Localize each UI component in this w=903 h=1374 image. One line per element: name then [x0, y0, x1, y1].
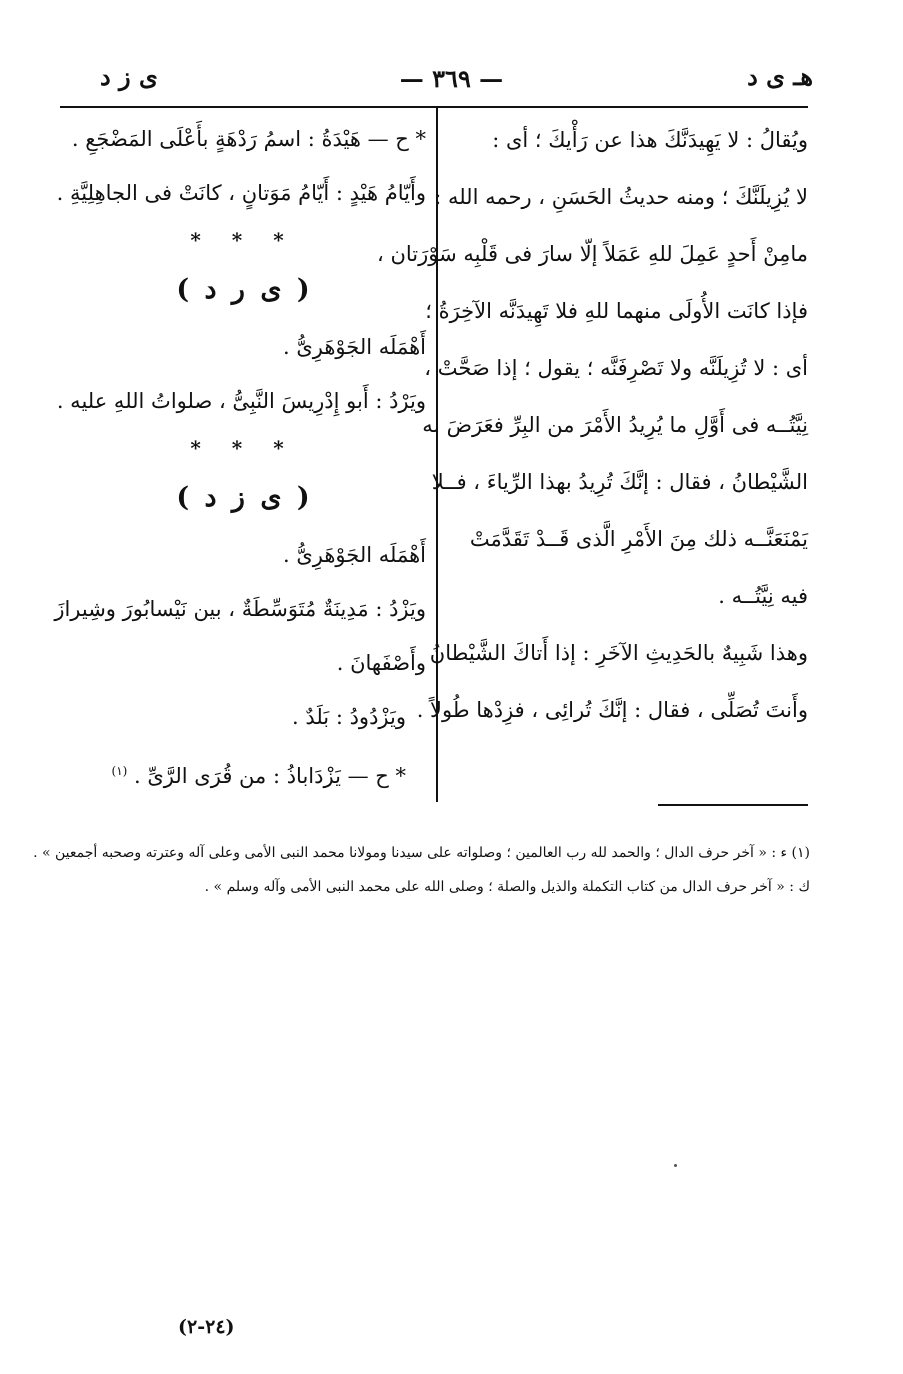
footnotes-continued: [70, 872, 810, 902]
section-separator: * * *: [190, 228, 296, 252]
entry-line: وأَيّامُ هَيْدٍ : أَيّامُ مَوَتانٍ ، كانَتْ فى الجاهِلِيَّةِ .: [56, 181, 426, 205]
footnote-1: (١) ء : « آخر حرف الدال ؛ والحمد لله رب العالمين ؛ وصلواته على سيدنا ومولانا محمد النبى الأمى وعلى آله وعترته وصحبه أجمعين » .: [33, 845, 810, 861]
text-line: الشَّيْطانُ ، فقال : إنَّكَ تُرِيدُ بهذا الرِّياءَ ، فــلا: [431, 470, 808, 494]
text-line: ويُقالُ : لا يَهِيدَنَّكَ هذا عن رَأْيكَ ؛ أى :: [492, 128, 808, 152]
text-line: نِيَّتُــه فى أَوَّلِ ما يُرِيدُ الأَمْرَ من البِرِّ فعَرَضَ له: [422, 413, 808, 437]
entry-line: ويَزْدُودُ : بَلَدٌ .: [291, 705, 406, 729]
section-separator: * * *: [190, 436, 296, 460]
footnote-mark: (١): [111, 764, 128, 778]
header-root-right: هـ ى د: [747, 62, 813, 91]
text-line: لا يُزِيلَنَّكَ ؛ ومنه حديثُ الحَسَنِ ، رحمه الله :: [434, 185, 808, 209]
footnote-rule: [658, 804, 808, 806]
page-number: — ٣٦٩ —: [399, 64, 504, 93]
root-heading: ( ى ر د ): [176, 274, 310, 305]
footnote-2: ك : « آخر حرف الدال من كتاب التكملة والذيل والصلة ؛ وصلى الله على محمد النبى الأمى وآله وسلم » .: [204, 879, 810, 895]
text-line: يَمْنَعَنَّــه ذلك مِنَ الأَمْرِ الَّذى قَــدْ تَقَدَّمَتْ: [469, 527, 808, 551]
text-line: مامِنْ أَحدٍ عَمِلَ للهِ عَمَلاً إلّا سارَ فى قَلْبِه سَوْرَتان ،: [377, 242, 808, 266]
entry-line: * ح — هَيْدَةُ : اسمُ رَدْهَةٍ بأَعْلَى المَضْجَعِ .: [71, 127, 426, 151]
text-line: فإذا كانَت الأُولَى منهما للهِ فلا تَهِيدَنَّه الآخِرَةُ ؛: [425, 299, 808, 323]
entry-line: وأَصْفَهانَ .: [336, 651, 426, 675]
header-root-left: ى ز د: [100, 62, 158, 91]
text-line: وهذا شَبِيهٌ بالحَدِيثِ الآخَرِ : إذا أَتاكَ الشَّيْطانُ: [429, 641, 808, 665]
left-column: [54, 112, 426, 798]
entry-line: أَهْمَلَه الجَوْهَرِىُّ .: [282, 543, 426, 567]
header-rule: [60, 106, 808, 108]
footnotes: [33, 838, 810, 868]
signature-mark: (٢٤-٢): [178, 1316, 235, 1338]
entry-line: [60, 744, 426, 798]
text-line: فيه نِيَّتُــه .: [718, 584, 808, 608]
entry-line: أَهْمَلَه الجَوْهَرِىُّ .: [282, 335, 426, 359]
text-line: أى : لا تُزِيلَنَّه ولا تَصْرِفَنَّه ؛ يقول ؛ إذا صَحَّتْ ،: [424, 356, 808, 380]
speck-mark: [674, 1164, 677, 1167]
text-line: وأَنتَ تُصَلِّى ، فقال : إنَّكَ تُرائِى ، فزِدْها طُولاً .: [416, 698, 808, 722]
entry-line: ويَرْدُ : أَبو إِدْرِيسَ النَّبِىُّ ، صلواتُ اللهِ عليه .: [56, 389, 426, 413]
root-heading: ( ى ز د ): [176, 482, 310, 513]
entry-line: ويَزْدُ : مَدِينَةٌ مُتَوَسِّطَةٌ ، بين نَيْسابُورَ وشِيرازَ: [54, 597, 426, 621]
entry-text: * ح — يَزْدَاباذُ : من قُرَى الرَّىِّ .: [134, 764, 406, 788]
